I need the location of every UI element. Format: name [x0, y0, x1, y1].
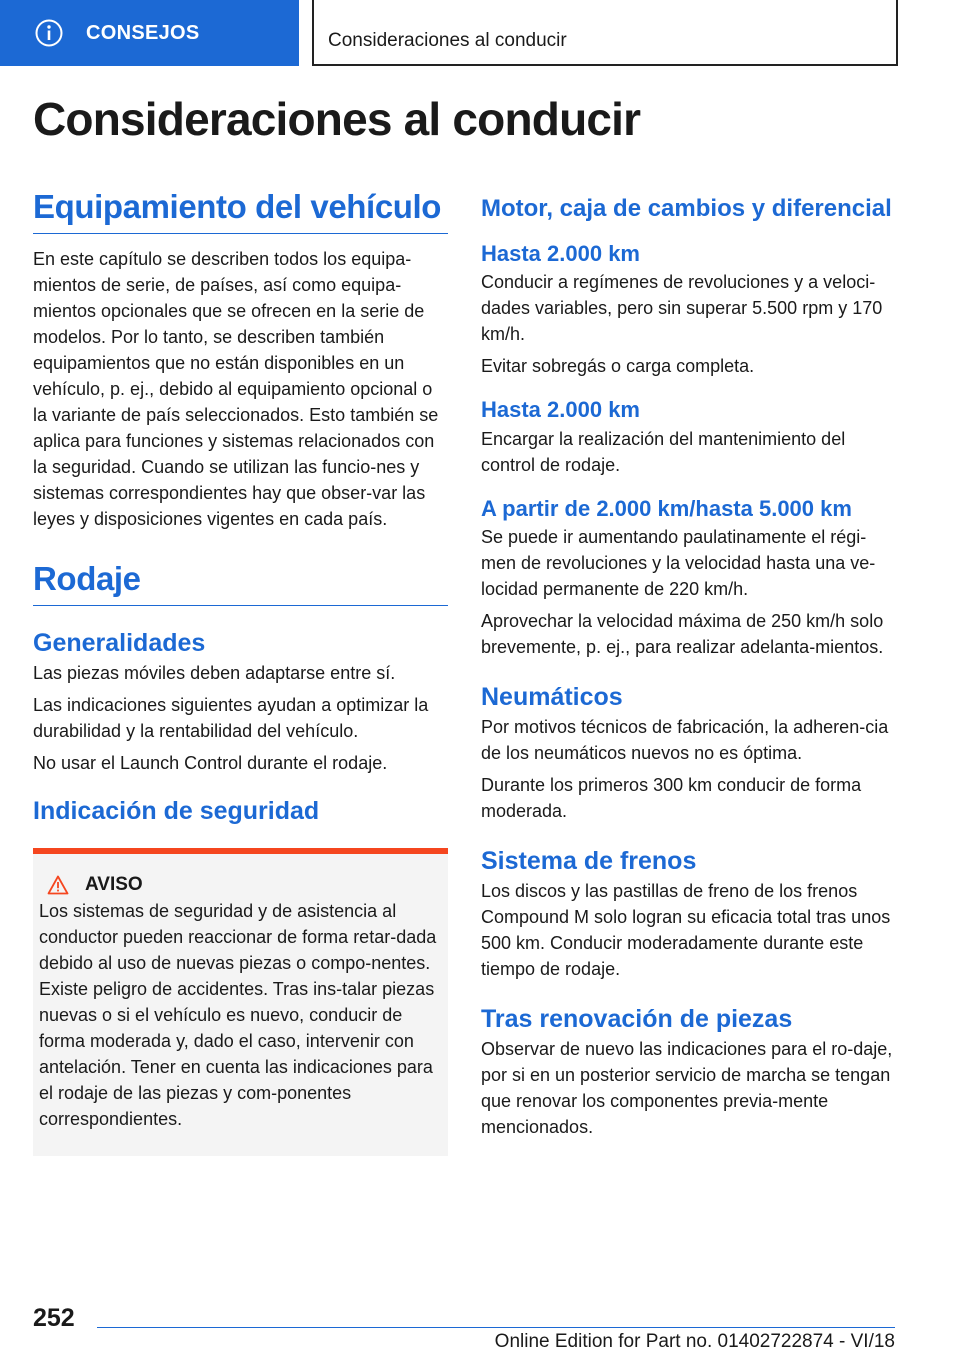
page-number: 252 [33, 1304, 75, 1332]
warning-text: Los sistemas de seguridad y de asistencia al conductor pueden reaccionar de forma retar-dada debido al uso de nuevas piezas o compo-nentes. Existe peligro de accidentes. Tras ins-talar piezas nuevas o si el vehículo es nuevo, conducir de forma moderada y, dado el caso, intervenir con antelación. Tener en cuenta las indicaciones para el rodaje de las piezas y com-ponentes correspondientes. [39, 901, 437, 1129]
header-tab-label: CONSEJOS [86, 21, 200, 44]
info-icon [34, 18, 64, 48]
subsection-title-a-partir: A partir de 2.000 km/hasta 5.000 km [481, 495, 852, 521]
subsection-title-tras-renovacion: Tras renovación de piezas [481, 1005, 793, 1034]
a-partir-paragraph-2: Aprovechar la velocidad máxima de 250 km/h solo brevemente, p. ej., para realizar adelanta-mientos. [481, 611, 884, 658]
generalidades-paragraph-1: Las piezas móviles deben adaptarse entre sí. [33, 663, 396, 683]
section-title-equipamiento: Equipamiento del vehículo [33, 188, 448, 234]
section-title-rodaje: Rodaje [33, 560, 448, 606]
subsection-title-hasta-2: Hasta 2.000 km [481, 397, 640, 423]
footer-edition-text: Online Edition for Part no. 01402722874 - VI/18 [494, 1331, 895, 1352]
equipamiento-text: En este capítulo se describen todos los equipa-mientos de serie, de países, así como equipa-mientos opcionales que se ofrecen en la serie de modelos. Por lo tanto, se describen también equipamientos que no están disponibles en un vehículo, p. ej., debido al equipamiento opcional o la variante de país seleccionados. Esto también se aplica para funciones y sistemas relacionados con la seguridad. Cuando se utilizan las funcio-nes y sistemas correspondientes hay que obser-var las leyes y disposiciones vigentes en cada país. [33, 249, 439, 529]
tras-renovacion-paragraph-1: Observar de nuevo las indicaciones para el ro-daje, por si en un posterior servicio de marcha se tengan que renovar los componentes previa-mente mencionados. [481, 1039, 893, 1138]
neumaticos-paragraph-1: Por motivos técnicos de fabricación, la adheren-cia de los neumáticos nuevos no es óptima. [481, 717, 889, 764]
a-partir-paragraph-1: Se puede ir aumentando paulatinamente el régi-men de revoluciones y la velocidad hasta una ve-locidad permanente de 220 km/h. [481, 527, 876, 600]
right-column [481, 188, 895, 1140]
subsection-title-seguridad: Indicación de seguridad [33, 797, 320, 825]
subsection-title-frenos: Sistema de frenos [481, 847, 697, 876]
hasta-1-paragraph-2: Evitar sobregás o carga completa. [481, 356, 755, 377]
hasta-1-paragraph-1: Conducir a regímenes de revoluciones y a veloci-dades variables, pero sin superar 5.500 rpm y 170 km/h. [481, 272, 883, 345]
warning-box [33, 848, 448, 1156]
left-column [33, 188, 448, 1156]
header-tab[interactable] [0, 0, 299, 66]
generalidades-paragraph-2: Las indicaciones siguientes ayudan a optimizar la durabilidad y la rentabilidad del vehículo. [33, 695, 429, 741]
generalidades-paragraph-3: No usar el Launch Control durante el rodaje. [33, 753, 388, 773]
warning-triangle-icon [47, 875, 69, 895]
subsection-title-generalidades: Generalidades [33, 629, 206, 657]
subsection-title-hasta-1: Hasta 2.000 km [481, 241, 640, 266]
subsection-title-motor: Motor, caja de cambios y diferencial [481, 195, 892, 222]
warning-label: AVISO [85, 874, 143, 895]
frenos-paragraph-1: Los discos y las pastillas de freno de los frenos Compound M solo logran su eficacia total tras unos 500 km. Conducir moderadamente durante este tiempo de rodaje. [481, 881, 891, 980]
neumaticos-paragraph-2: Durante los primeros 300 km conducir de forma moderada. [481, 775, 862, 822]
breadcrumb-text: Consideraciones al conducir [328, 30, 567, 51]
footer-divider [97, 1327, 895, 1328]
hasta-2-paragraph-1: Encargar la realización del mantenimiento del control de rodaje. [481, 428, 846, 475]
warning-header [39, 874, 440, 896]
page-title: Consideraciones al conducir [33, 93, 641, 145]
subsection-title-neumaticos: Neumáticos [481, 683, 623, 712]
breadcrumb [312, 0, 898, 66]
